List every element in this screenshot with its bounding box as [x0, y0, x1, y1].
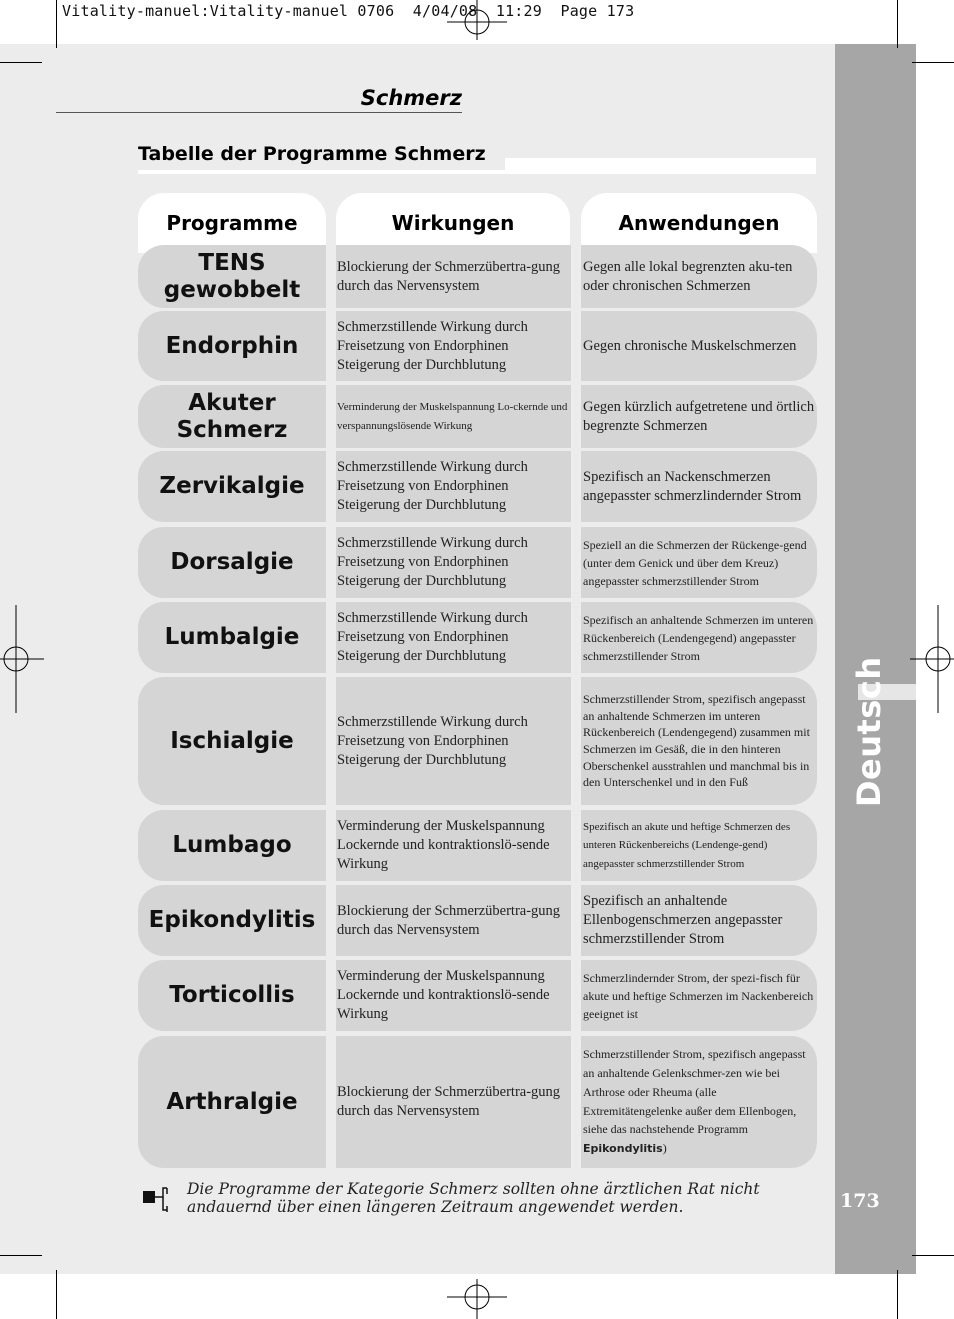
registration-mark-icon: [910, 605, 954, 713]
program-name: Dorsalgie: [170, 549, 294, 575]
column-separator: [326, 602, 336, 673]
column-separator: [571, 885, 581, 956]
program-effect: Verminderung der Muskelspannung Lockernde und kontraktionslö-sende Wirkung: [337, 968, 550, 1022]
column-separator: [571, 602, 581, 673]
table-row: [138, 385, 817, 448]
column-header-anwendungen: Anwendungen: [581, 193, 817, 253]
table-row: [138, 885, 817, 956]
program-name: Arthralgie: [166, 1088, 298, 1115]
column-separator: [571, 385, 581, 448]
crop-mark: [912, 1255, 954, 1256]
section-title-rule: [56, 112, 462, 113]
page-number: 173: [840, 1190, 880, 1212]
column-separator: [571, 245, 581, 308]
program-effect: Verminderung der Muskelspannung Lockernde und kontraktionslö-sende Wirkung: [337, 818, 550, 872]
program-application: [583, 1036, 815, 1168]
table-row: [138, 810, 817, 881]
crop-mark: [897, 0, 898, 48]
crop-mark: [56, 0, 57, 48]
program-effect: Schmerzstillende Wirkung durch Freisetzung von Endorphinen Steigerung der Durchblutung: [337, 535, 528, 589]
column-separator: [571, 677, 581, 805]
program-effect: Blockierung der Schmerzübertra-gung durch das Nervensystem: [337, 902, 561, 938]
table-row: [138, 451, 817, 522]
program-application: Spezifisch an anhaltende Schmerzen im unteren Rückenbereich (Lendengegend) angepasster schmerzstillender Strom: [583, 612, 814, 663]
program-name: Epikondylitis: [148, 907, 316, 933]
footnote-text: Die Programme der Kategorie Schmerz sollten ohne ärztlichen Rat nicht andauernd über einen längeren Zeitraum angewendet werden.: [187, 1180, 760, 1216]
printer-slug-line: Vitality-manuel:Vitality-manuel 0706 4/04/08 11:29 Page 173: [62, 2, 635, 20]
program-effect: Blockierung der Schmerzübertra-gung durch das Nervensystem: [337, 258, 561, 294]
program-effect: Schmerzstillende Wirkung durch Freisetzung von Endorphinen Steigerung der Durchblutung: [337, 610, 528, 664]
column-separator: [326, 810, 336, 881]
program-application: Gegen chronische Muskelschmerzen: [583, 337, 797, 354]
column-separator: [326, 960, 336, 1031]
table-row: [138, 960, 817, 1031]
program-name: Zervikalgie: [159, 473, 305, 499]
application-text: Schmerzstillender Strom, spezifisch angepasst an anhaltende Gelenkschmer-zen wie bei Arthrose oder Rheuma (alle Extremitätengelenke außer dem Ellenbogen, siehe das nachstehende Programm: [583, 1047, 806, 1137]
registration-mark-icon: [447, 0, 507, 40]
program-application: Gegen kürzlich aufgetretene und örtlich begrenzte Schmerzen: [583, 398, 815, 434]
program-application: Spezifisch an akute und heftige Schmerzen des unteren Rückenbereichs (Lendenge-gend) angepasster schmerzstillender Strom: [583, 820, 791, 870]
program-application: Speziell an die Schmerzen der Rückenge-gend (unter dem Genick und über dem Kreuz) angepasster schmerzstillender Strom: [583, 537, 807, 588]
column-separator: [326, 885, 336, 956]
column-separator: [326, 245, 336, 308]
column-separator: [326, 385, 336, 448]
program-application: Spezifisch an Nackenschmerzen angepasster schmerzlindernder Strom: [583, 468, 802, 504]
program-name: Torticollis: [169, 982, 295, 1008]
table-row: [138, 527, 817, 598]
crop-mark: [0, 62, 42, 63]
table-row: [138, 1036, 817, 1168]
program-name: Lumbago: [172, 832, 292, 858]
program-effect: Schmerzstillende Wirkung durch Freisetzung von Endorphinen Steigerung der Durchblutung: [337, 318, 528, 373]
registration-mark-icon: [447, 1279, 507, 1319]
column-separator: [326, 451, 336, 522]
program-effect: Verminderung der Muskelspannung Lo-ckernde und verspannungslösende Wirkung: [337, 400, 568, 432]
column-separator: [571, 810, 581, 881]
column-separator: [571, 311, 581, 381]
program-name: Endorphin: [165, 332, 299, 359]
crop-mark: [897, 1270, 898, 1319]
sidebar-language-label: Deutsch: [850, 656, 888, 807]
program-application: Gegen alle lokal begrenzten aku-ten oder chronischen Schmerzen: [583, 258, 793, 294]
table-title-band: [505, 158, 816, 174]
program-name: TENS gewobbelt: [163, 249, 301, 303]
program-effect: Schmerzstillende Wirkung durch Freisetzung von Endorphinen Steigerung der Durchblutung: [337, 713, 528, 768]
crop-mark: [912, 62, 954, 63]
program-name: Ischialgie: [170, 727, 294, 754]
program-reference: Epikondylitis: [583, 1142, 663, 1156]
program-name: Lumbalgie: [164, 624, 300, 650]
column-separator: [326, 527, 336, 598]
table-row: [138, 245, 817, 308]
column-separator: [571, 1036, 581, 1168]
column-header-programme: Programme: [138, 193, 326, 253]
table-row: [138, 602, 817, 673]
program-name: Akuter Schmerz: [176, 389, 288, 443]
table-title: Tabelle der Programme Schmerz: [138, 143, 486, 165]
program-application: Spezifisch an anhaltende Ellenbogenschmerzen angepasster schmerzstillender Strom: [583, 893, 783, 947]
registration-mark-icon: [0, 605, 44, 713]
program-effect: Schmerzstillende Wirkung durch Freisetzung von Endorphinen Steigerung der Durchblutung: [337, 459, 528, 513]
column-header-wirkungen: Wirkungen: [336, 193, 570, 253]
table-row: [138, 311, 817, 381]
column-separator: [571, 451, 581, 522]
program-application: Schmerzlindernder Strom, der spezi-fisch für akute und heftige Schmerzen im Nackenbereich geeignet ist: [583, 970, 814, 1021]
table-title-underline: [138, 170, 505, 174]
program-effect: Blockierung der Schmerzübertra-gung durch das Nervensystem: [337, 1084, 561, 1119]
crop-mark: [0, 1255, 42, 1256]
column-separator: [571, 527, 581, 598]
program-application: Schmerzstillender Strom, spezifisch angepasst an anhaltende Schmerzen im unteren Rückenbereich (Lendengegend) zusammen mit Schmerzen im Gesäß, die in den hinteren Oberschenkel ausstrahlen und manchmal bis in den Unterschenkel und in den Fuß: [583, 691, 810, 790]
crop-mark: [56, 1270, 57, 1319]
column-separator: [571, 960, 581, 1031]
column-separator: [326, 1036, 336, 1168]
warning-note-icon: [143, 1186, 187, 1216]
section-title: Schmerz: [360, 86, 462, 110]
column-separator: [326, 677, 336, 805]
column-separator: [326, 311, 336, 381]
application-text-end: ): [662, 1141, 667, 1156]
table-row: [138, 677, 817, 805]
